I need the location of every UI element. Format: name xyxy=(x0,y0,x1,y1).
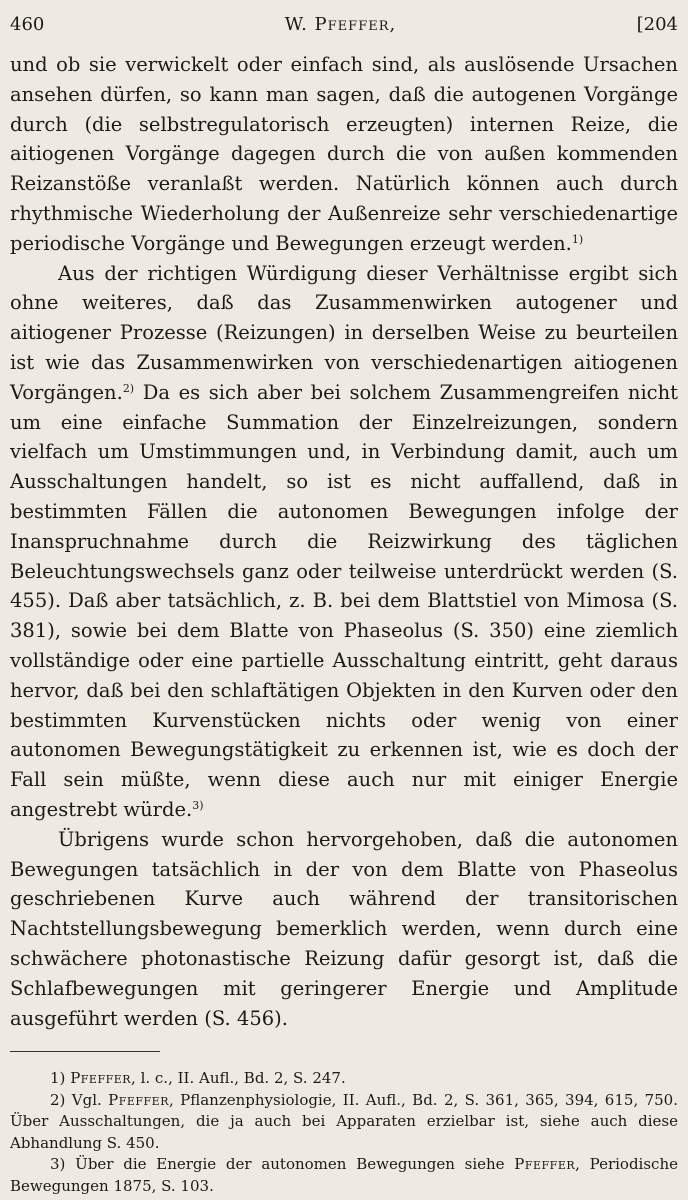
footnote-3 xyxy=(10,1154,678,1197)
main-text xyxy=(10,50,678,1033)
footnote-3-number: 3) xyxy=(50,1155,66,1174)
paragraph-2 xyxy=(10,259,678,825)
footnote-ref-2[interactable]: 2) xyxy=(122,381,135,395)
page-number: 460 xyxy=(10,14,45,35)
footnote-1 xyxy=(10,1068,678,1090)
footnote-ref-1[interactable]: 1) xyxy=(571,232,584,246)
footnote-2-number: 2) xyxy=(50,1090,66,1109)
original-page-number: [204 xyxy=(636,14,678,35)
footnote-2 xyxy=(10,1090,678,1155)
paragraph-3: Übrigens wurde schon hervorgehoben, daß die autonomen Bewegungen tatsächlich in der von dem Blatte von Phaseolus geschriebenen Kurve auch während der transitorischen Nachtstellungsbewegung bemerklich werden, wenn durch eine schwächere photonastische Reizung dafür gesorgt ist, daß die Schlafbewegungen mit geringerer Energie und Amplitude ausgeführt werden (S. 456). xyxy=(10,827,678,1030)
paragraph-1-text: und ob sie verwickelt oder einfach sind, als auslösende Ursachen ansehen dürfen, so kann man sagen, daß die autogenen Vorgänge durch (die selbstregulatorisch erzeugten) internen Reize, die aitiogenen Vorgänge dagegen durch die von außen kommenden Reizanstöße veranlaßt werden. Natürlich können auch durch rhythmische Wiederholung der Außenreize sehr verschiedenartige periodische Vorgänge und Bewegungen erzeugt werden. xyxy=(10,53,678,255)
footnote-2-text: , Pflanzenphysiologie, II. Aufl., Bd. 2, S. 361, 365, 394, 615, 750. Über Ausschaltungen, die ja auch bei Apparaten erzielbar ist, siehe auch diese Abhandlung S. 450. xyxy=(10,1090,678,1152)
running-head-author: W. Pfeffer, xyxy=(284,14,397,35)
footnote-1-text: , l. c., II. Aufl., Bd. 2, S. 247. xyxy=(131,1069,346,1088)
footnotes xyxy=(10,1068,678,1197)
paragraph-2-text-a: Aus der richtigen Würdigung dieser Verhältnisse ergibt sich ohne weiteres, daß das Zusammenwirken autogener und aitiogener Prozesse (Reizungen) in derselben Weise zu beurteilen ist wie das Zusammenwirken von verschiedenartigen aitiogenen Vorgängen. xyxy=(10,261,678,404)
footnote-1-author: Pfeffer xyxy=(70,1069,132,1088)
paragraph-1 xyxy=(10,50,678,259)
footnote-2-prefix: Vgl. xyxy=(71,1090,109,1109)
footnote-3-author: Pfeffer xyxy=(514,1155,576,1174)
footnote-3-text: , Periodische Bewegungen 1875, S. 103. xyxy=(10,1155,678,1195)
footnote-3-prefix: Über die Energie der autonomen Bewegungen siehe xyxy=(75,1155,515,1174)
footnote-2-author: Pfeffer xyxy=(108,1090,169,1109)
footnote-1-number: 1) xyxy=(50,1069,66,1088)
running-header xyxy=(10,14,678,50)
footnote-ref-3[interactable]: 3) xyxy=(192,798,204,812)
paragraph-2-text-b: Da es sich aber bei solchem Zusammengreifen nicht um eine einfache Summation der Einzelreizungen, sondern vielfach um Umstimmungen und, in Verbindung damit, auch um Ausschaltungen handelt, so ist es nicht auffallend, daß in bestimmten Fällen die autonomen Bewegungen infolge der Inanspruchnahme durch die Reizwirkung des täglichen Beleuchtungswechsels ganz oder teilweise unterdrückt werden (S. 455). Daß aber tatsächlich, z. B. bei dem Blattstiel von Mimosa (S. 381), sowie bei dem Blatte von Phaseolus (S. 350) eine ziemlich vollständige oder eine partielle Ausschaltung eintritt, geht daraus hervor, daß bei den schlaftätigen Objekten in den Kurven oder den bestimmten Kurvenstücken nichts oder wenig von einer autonomen Bewegungstätigkeit zu erkennen ist, wie es doch der Fall sein müßte, wenn diese auch nur mit einiger Energie angestrebt würde. xyxy=(10,380,678,821)
footnote-divider xyxy=(10,1051,160,1052)
